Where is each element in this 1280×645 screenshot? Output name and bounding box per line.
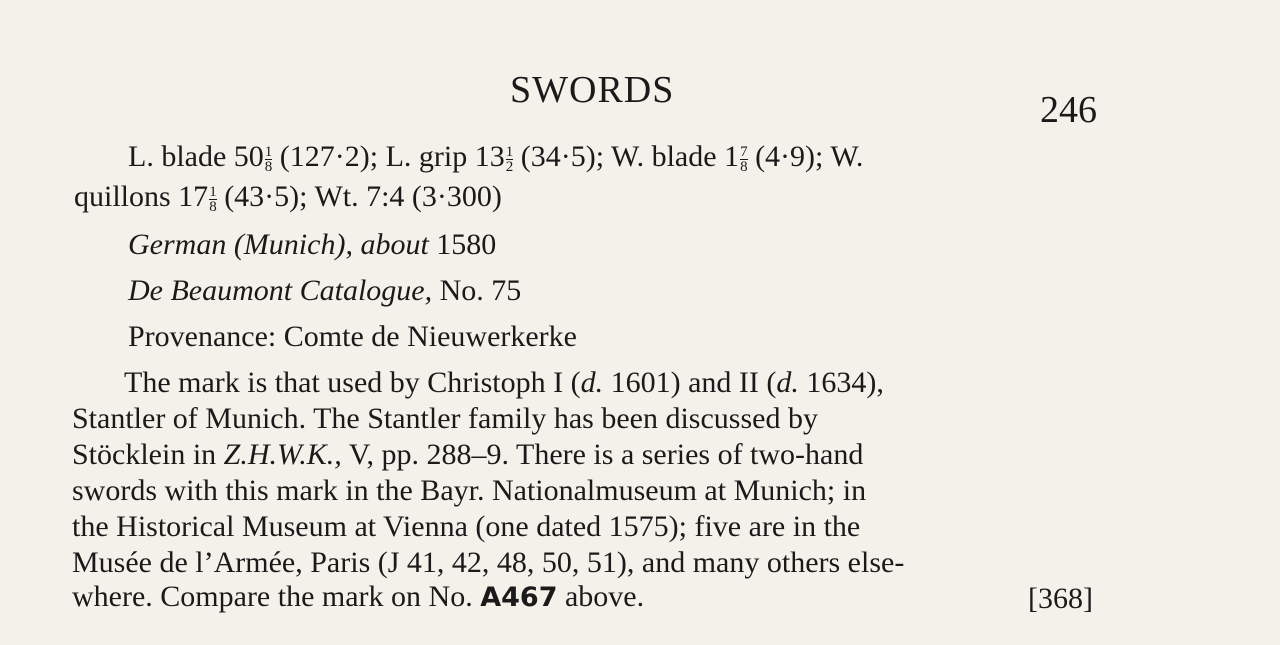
weight: (43·5); Wt. 7:4 (3·300) — [224, 180, 502, 213]
provenance-line: Provenance: Comte de Nieuwerkerke — [128, 320, 577, 353]
grip-length: (127·2); L. grip 13 — [279, 140, 505, 173]
body-line-6: Musée de l’Armée, Paris (J 41, 42, 48, 50, 51), and many others else- — [72, 546, 905, 579]
origin-text: German (Munich), about — [128, 228, 429, 261]
item-number: A467 — [480, 582, 558, 613]
fraction: $\frac{7}{8}$ — [740, 143, 748, 175]
quillons-width: quillons 17 — [74, 180, 209, 213]
body-line-5: the Historical Museum at Vienna (one dated 1575); five are in the — [72, 510, 861, 543]
origin-year: 1580 — [436, 228, 497, 261]
body-line-7: where. Compare the mark on No. A467 above. — [72, 580, 645, 613]
page-number: 246 — [1040, 89, 1097, 131]
fraction: $\frac{1}{8}$ — [264, 143, 273, 175]
blade-length: L. blade 50 — [128, 140, 264, 173]
body-line-1: The mark is that used by Christoph I (d. 1601) and II (d. 1634), — [124, 366, 884, 399]
fraction: $\frac{1}{2}$ — [505, 143, 514, 175]
body-line-4: swords with this mark in the Bayr. Nationalmuseum at Munich; in — [72, 474, 867, 507]
catalogue-line — [128, 274, 521, 308]
measurements-line-1 — [128, 140, 863, 174]
fraction: $\frac{1}{8}$ — [209, 183, 217, 215]
measurements-line-2 — [74, 180, 502, 214]
origin-line — [128, 228, 496, 262]
blade-width: (34·5); W. blade 1 — [520, 140, 740, 173]
page-title: SWORDS — [510, 69, 675, 111]
catalogue-title: De Beaumont Catalogue, — [128, 274, 433, 307]
catalogue-number: No. 75 — [439, 274, 522, 307]
body-line-2: Stantler of Munich. The Stantler family has been discussed by — [72, 402, 818, 435]
plate-reference: [368] — [1028, 582, 1093, 615]
body-line-3: Stöcklein in Z.H.W.K., V, pp. 288–9. There is a series of two-hand — [72, 438, 864, 471]
measurement-text: (4·9); W. — [755, 140, 864, 173]
